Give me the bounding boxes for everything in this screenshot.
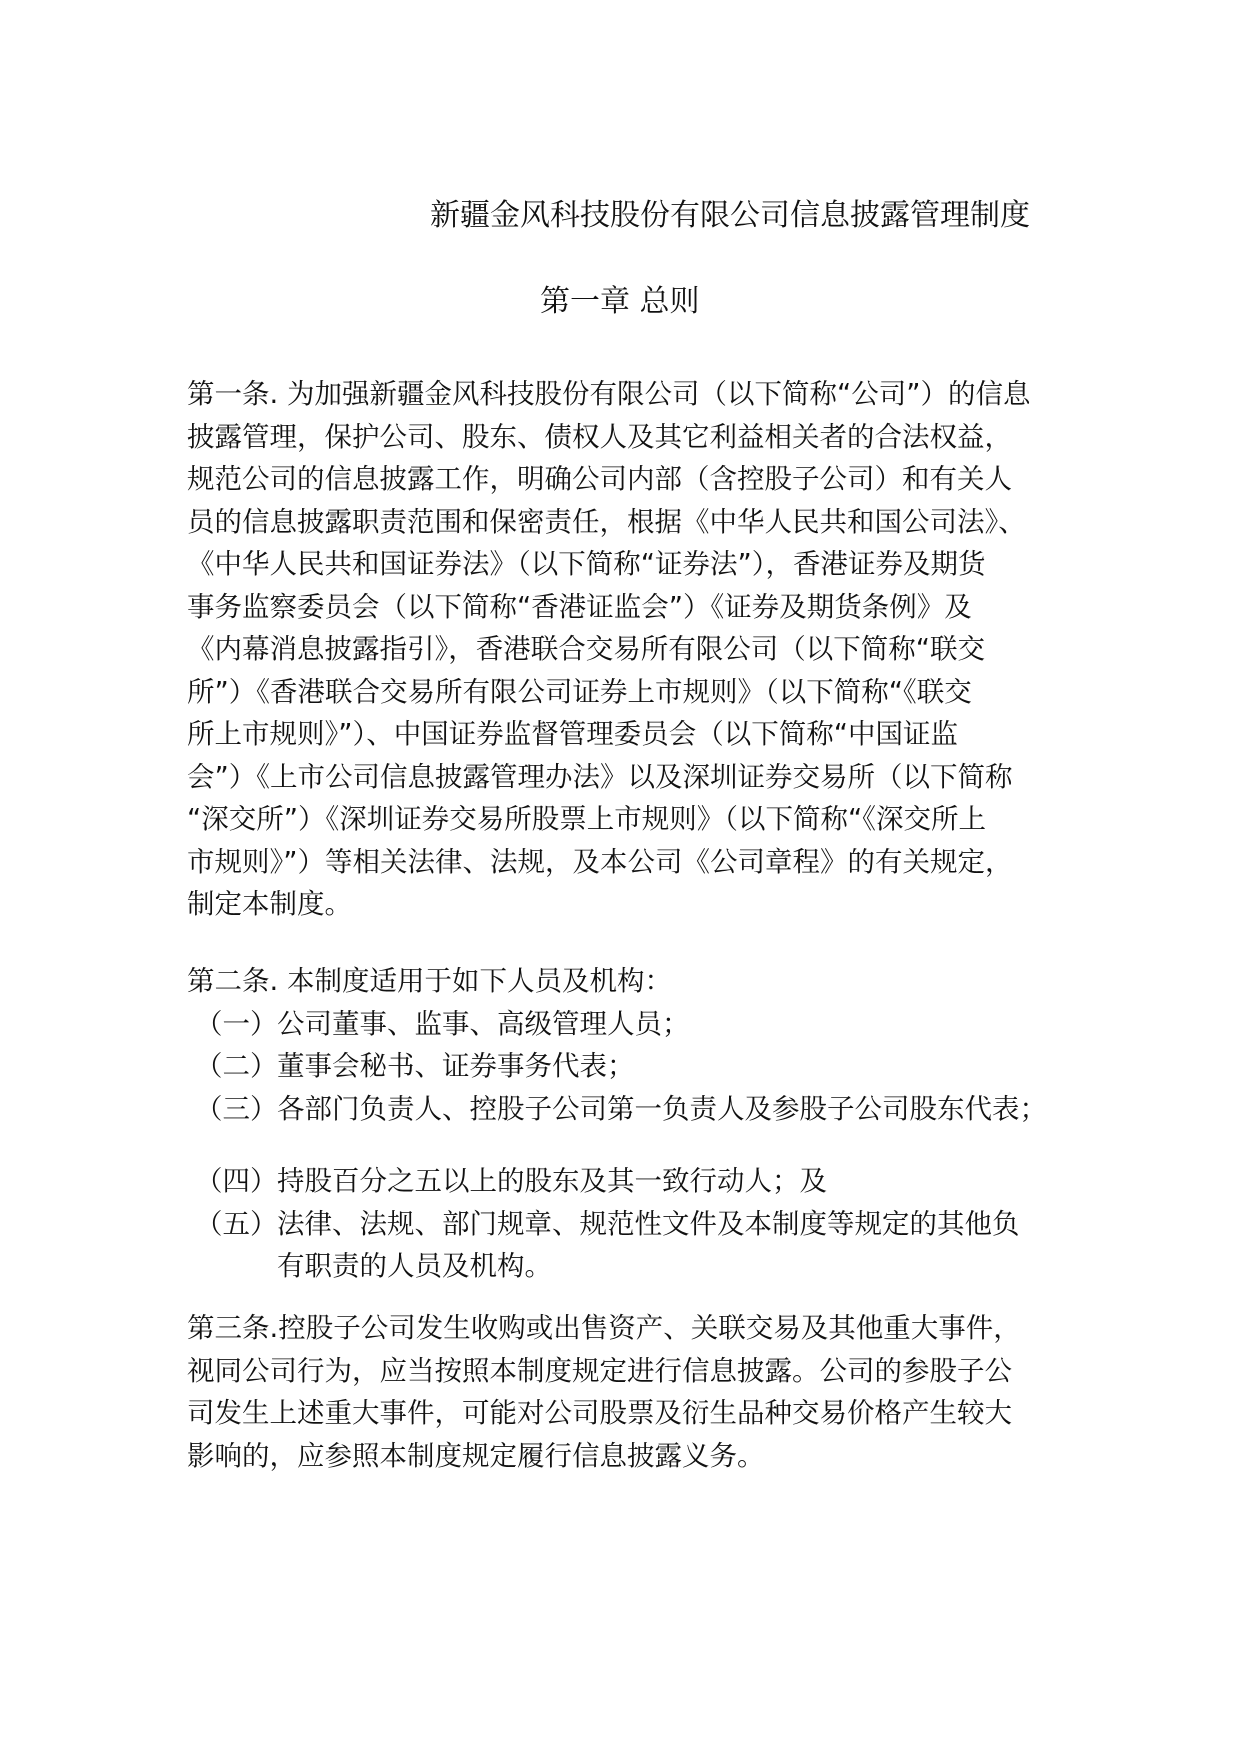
article-3-line: 第三条.控股子公司发生收购或出售资产、关联交易及其他重大事件， xyxy=(187,1312,1021,1344)
article-1-line: 第一条. 为加强新疆金风科技股份有限公司（以下简称“公司”）的信息 xyxy=(187,378,1031,410)
article-1-line: 会”）《上市公司信息披露管理办法》以及深圳证券交易所（以下简称 xyxy=(187,760,1013,793)
list-item xyxy=(187,1003,1067,1046)
article-1-line: 事务监察委员会（以下简称“香港证监会”）《证券及期货条例》及 xyxy=(187,590,972,623)
article-1-line: 规范公司的信息披露工作，明确公司内部（含控股子公司）和有关人 xyxy=(187,463,1012,495)
list-item-number: （五） xyxy=(195,1207,278,1240)
article-1-line: 披露管理，保护公司、股东、债权人及其它利益相关者的合法权益， xyxy=(187,420,1012,453)
list-item-number: （二） xyxy=(195,1050,278,1082)
document-title: 新疆金风科技股份有限公司信息披露管理制度 xyxy=(430,198,1030,233)
list-item-text: 各部门负责人、控股子公司第一负责人及参股子公司股东代表； xyxy=(277,1092,1047,1125)
list-item-text: 董事会秘书、证券事务代表； xyxy=(277,1050,635,1082)
article-1-line: 《内幕消息披露指引》，香港联合交易所有限公司（以下简称“联交 xyxy=(187,633,985,665)
article-1-line: 制定本制度。 xyxy=(187,888,352,920)
article-1-line: 市规则》”）等相关法律、法规，及本公司《公司章程》的有关规定， xyxy=(187,845,1013,878)
article-3 xyxy=(187,1307,1067,1477)
list-item xyxy=(187,1045,1067,1088)
list-item-continuation: 有职责的人员及机构。 xyxy=(277,1250,552,1282)
chapter-heading: 第一章 总则 xyxy=(540,284,700,319)
list-item-number: （三） xyxy=(195,1092,278,1125)
article-1-line: 所”）《香港联合交易所有限公司证券上市规则》（以下简称“《联交 xyxy=(187,675,972,708)
article-3-line: 视同公司行为，应当按照本制度规定进行信息披露。公司的参股子公 xyxy=(187,1354,1012,1387)
article-2 xyxy=(187,960,1067,1288)
list-item-text: 持股百分之五以上的股东及其一致行动人；及 xyxy=(277,1165,827,1197)
list-item-number: （四） xyxy=(195,1165,278,1197)
list-item xyxy=(187,1160,1067,1203)
list-item-number: （一） xyxy=(195,1007,278,1040)
article-3-line: 影响的，应参照本制度规定履行信息披露义务。 xyxy=(187,1439,765,1472)
list-item-text: 公司董事、监事、高级管理人员； xyxy=(277,1007,690,1040)
article-2-intro: 第二条. 本制度适用于如下人员及机构： xyxy=(187,965,672,997)
list-item xyxy=(187,1088,1067,1131)
list-item xyxy=(187,1203,1067,1246)
article-1-line: 员的信息披露职责范围和保密责任，根据《中华人民共和国公司法》、 xyxy=(187,505,1026,538)
article-1-line: 所上市规则》”）、中国证券监督管理委员会（以下简称“中国证监 xyxy=(187,718,958,750)
article-1-line: “深交所”）《深圳证券交易所股票上市规则》（以下简称“《深交所上 xyxy=(187,803,986,835)
article-3-line: 司发生上述重大事件，可能对公司股票及衍生品种交易价格产生较大 xyxy=(187,1397,1012,1429)
list-item-text: 法律、法规、部门规章、规范性文件及本制度等规定的其他负 xyxy=(277,1207,1020,1240)
article-1-line: 《中华人民共和国证券法》（以下简称“证券法”），香港证券及期货 xyxy=(187,548,986,580)
article-1 xyxy=(187,373,1067,926)
